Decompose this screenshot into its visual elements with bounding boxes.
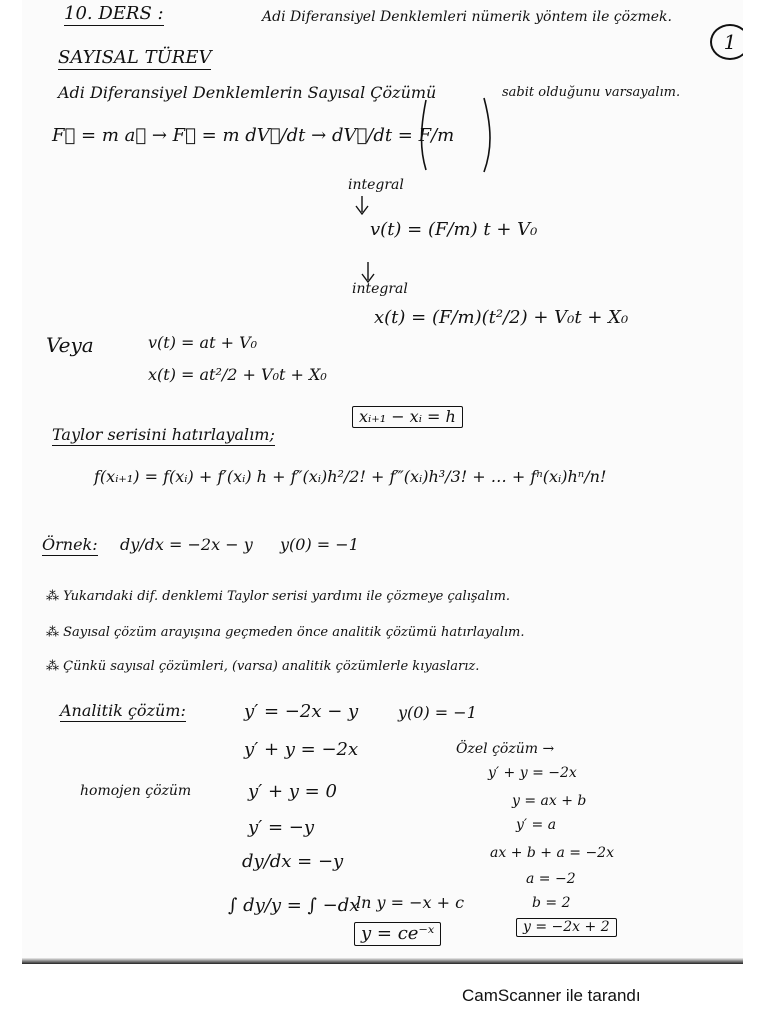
taylor-equation: f(xᵢ₊₁) = f(xᵢ) + f′(xᵢ) h + f″(xᵢ)h²/2! + f‴(xᵢ)h³/3! + … + fⁿ(xᵢ)hⁿ/n! [94,467,607,486]
bracket-left-stroke [422,100,427,170]
scanner-watermark: CamScanner ile tarandı [462,986,641,1005]
homogen-equation-4: ∫ dy/y = ∫ −dx [228,895,360,916]
particular-result-box: y = −2x + 2 [516,918,617,937]
position-equation: x(t) = (F/m)(t²/2) + V₀t + X₀ [374,307,629,328]
section-title: SAYISAL TÜREV [58,47,212,68]
homogen-equation-5: ln y = −x + c [356,893,465,912]
veya-equation-2: x(t) = at²/2 + V₀t + X₀ [148,365,327,384]
particular-equation-6: b = 2 [532,895,571,911]
homogen-equation-2: y′ = −y [248,817,315,838]
lecture-header: 10. DERS : [64,3,164,24]
particular-equation-3: y′ = a [516,817,557,833]
homogen-equation-3: dy/dx = −y [242,851,344,872]
bracket-right-stroke [484,98,490,172]
velocity-equation: v(t) = (F/m) t + V₀ [370,219,538,240]
section-subtitle: Adi Diferansiyel Denklemlerin Sayısal Çözümü [58,83,437,102]
task-line-2: ⁂ Sayısal çözüm arayışına geçmeden önce analitik çözümü hatırlayalım. [46,625,525,640]
particular-equation-4: ax + b + a = −2x [490,845,614,861]
example-label: Örnek: [42,535,98,554]
particular-equation-2: y = ax + b [512,793,587,809]
integral-label-2: integral [352,281,408,297]
analytic-label: Analitik çözüm: [60,701,186,720]
veya-equation-1: v(t) = at + V₀ [148,333,258,352]
scanned-note-page [22,0,743,964]
page-bottom-edge [22,958,743,964]
step-size-box: xᵢ₊₁ − xᵢ = h [352,406,463,428]
homogen-equation-1: y′ + y = 0 [248,781,337,802]
task-line-1: ⁂ Yukarıdaki dif. denklemi Taylor serisi yardımı ile çözmeye çalışalım. [46,589,511,604]
homogen-label: homojen çözüm [80,783,192,799]
example-initial-condition: y(0) = −1 [280,535,359,554]
integral-label-1: integral [348,177,404,193]
veya-label: Veya [46,333,94,357]
particular-equation-1: y′ + y = −2x [488,765,577,781]
newton-equation: F⃗ = m a⃗ → F⃗ = m dV⃗/dt → dV⃗/dt = F/m [52,125,455,146]
particular-equation-5: a = −2 [526,871,576,887]
page-number: 1 [723,30,737,54]
arrow-down-1 [356,196,368,214]
analytic-equation-1: y′ = −2x − y [244,701,359,722]
particular-label: Özel çözüm → [456,741,555,757]
taylor-label: Taylor serisini hatırlayalım; [52,425,275,444]
arrow-down-2 [362,262,374,282]
example-equation: dy/dx = −2x − y [120,535,253,554]
section-arrow-note: Adi Diferansiyel Denklemleri nümerik yöntem ile çözmek. [262,9,672,25]
analytic-equation-2: y′ + y = −2x [244,739,359,760]
task-line-3: ⁂ Çünkü sayısal çözümleri, (varsa) analitik çözümlerle kıyaslarız. [46,659,480,674]
ink-strokes [22,0,743,964]
constant-note: sabit olduğunu varsayalım. [502,85,681,100]
analytic-initial-condition: y(0) = −1 [398,703,477,722]
homogen-result-box: y = ce⁻ˣ [354,922,441,946]
